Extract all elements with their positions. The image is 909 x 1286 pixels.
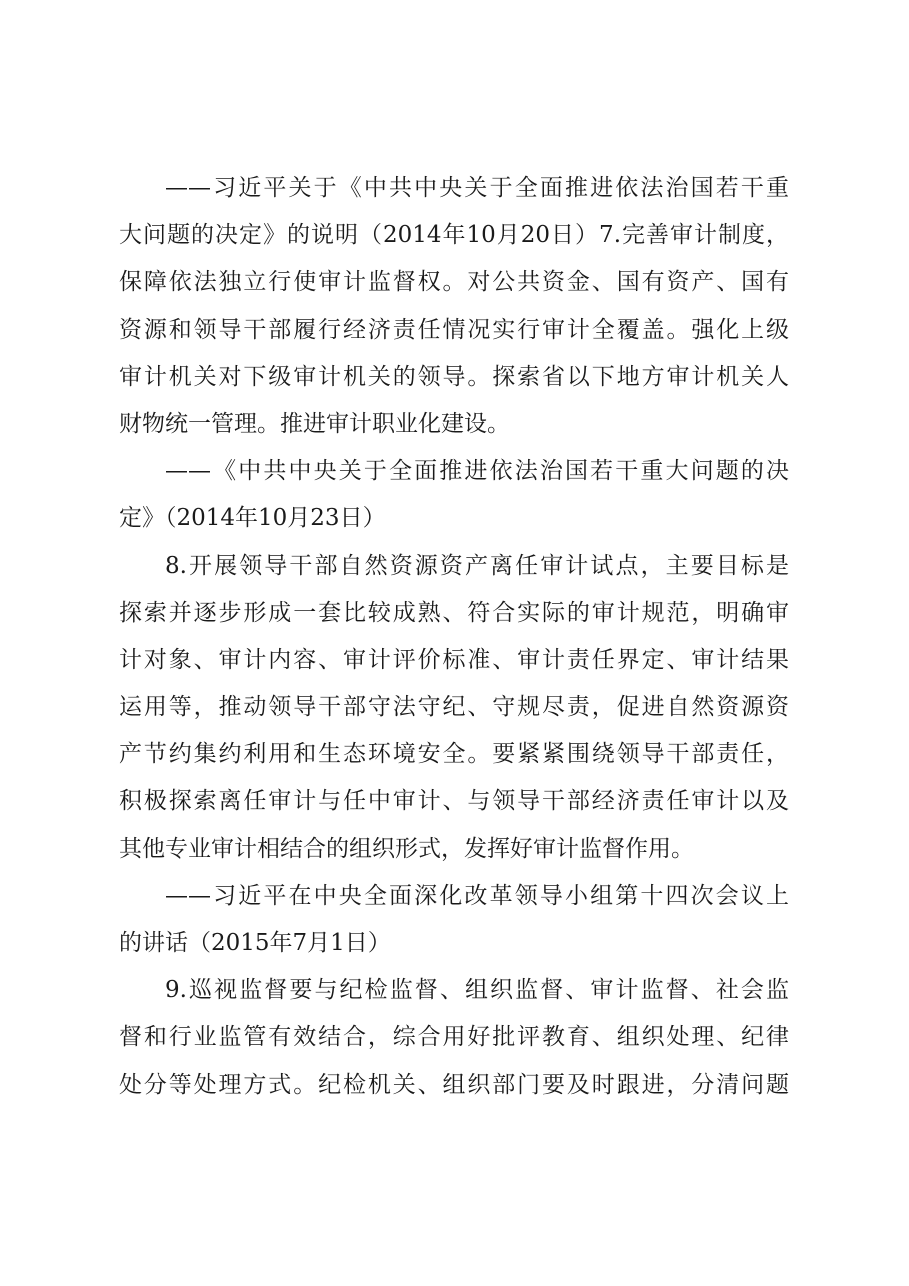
quote-source-line: 的讲话（2015年7月1日） [119,930,391,956]
paragraph-line: 8.开展领导干部自然资源资产离任审计试点，主要目标是 [165,552,789,579]
paragraph-line: 运用等，推动领导干部守法守纪、守规尽责，促进自然资源资 [119,694,789,721]
paragraph-line: 处分等处理方式。纪检机关、组织部门要及时跟进，分清问题 [119,1071,789,1098]
quote-source-line: ——习近平关于《中共中央关于全面推进依法治国若干重 [165,175,789,201]
quote-source-line: ——《中共中央关于全面推进依法治国若干重大问题的决 [165,458,789,485]
paragraph-line: 产节约集约利用和生态环境安全。要紧紧围绕领导干部责任， [119,741,789,768]
quote-source-line: 定》（2014年10月23日） [119,505,386,532]
paragraph-line: 计对象、审计内容、审计评价标准、审计责任界定、审计结果 [119,646,789,673]
paragraph-line: 督和行业监管有效结合，综合用好批评教育、组织处理、纪律 [119,1024,789,1051]
quote-source-line: ——习近平在中央全面深化改革领导小组第十四次会议上 [165,882,789,909]
document-body [119,165,789,1109]
paragraph-line: 9.巡视监督要与纪检监督、组织监督、审计监督、社会监 [165,977,789,1004]
paragraph-line: 大问题的决定》的说明（2014年10月20日）7.完善审计制度， [119,222,789,249]
paragraph-line: 资源和领导干部履行经济责任情况实行审计全覆盖。强化上级 [119,316,789,343]
paragraph-line: 积极探索离任审计与任中审计、与领导干部经济责任审计以及 [119,788,789,815]
paragraph-line: 审计机关对下级审计机关的领导。探索省以下地方审计机关人 [119,363,789,390]
paragraph-line: 财物统一管理。推进审计职业化建设。 [119,410,510,437]
paragraph-line: 保障依法独立行使审计监督权。对公共资金、国有资产、国有 [119,269,789,296]
paragraph-line: 探索并逐步形成一套比较成熟、符合实际的审计规范，明确审 [119,599,789,626]
paragraph-line: 其他专业审计相结合的组织形式，发挥好审计监督作用。 [119,835,694,862]
